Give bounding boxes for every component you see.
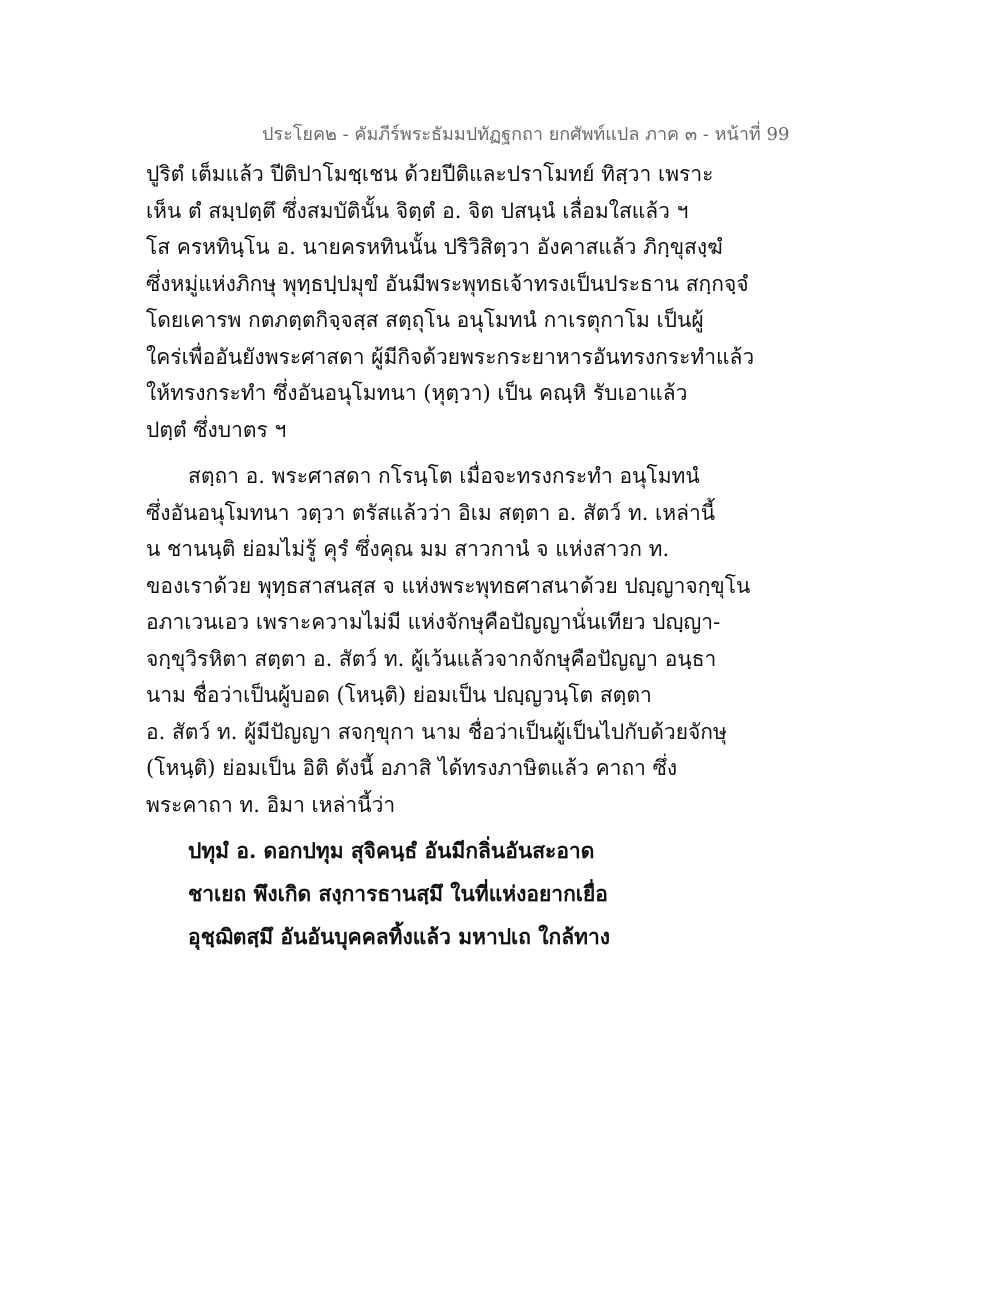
text-line: นาม ชื่อว่าเป็นผู้บอด (โหนฺติ) ย่อมเป็น ปญฺญวนฺโต สตฺตา [146,683,652,707]
text-line: ใคร่เพื่ออันยังพระศาสดา ผู้มีกิจด้วยพระกระยาหารอันทรงกระทำแล้ว [146,344,755,369]
verse-line: ปทุมํ อ. ดอกปทุม สุจิคนฺธํ อันมีกลิ่นอันสะอาด [188,838,595,863]
text-line: โส ครหทินฺโน อ. นายครหทินนั้น ปริวิสิตฺวา อังคาสแล้ว ภิกฺขุสงฺฆํ [146,235,723,259]
text-line: ปูริตํ เต็มแล้ว ปีติปาโมชฺเชน ด้วยปีติและปราโมทย์ ทิสฺวา เพราะ [146,162,714,186]
text-line: ให้ทรงกระทำ ซึ่งอันอนุโมทนา (หุตฺวา) เป็น คณฺหิ รับเอาแล้ว [146,381,688,405]
paragraph-2 [146,458,751,823]
text-line: ของเราด้วย พุทฺธสาสนสฺส จ แห่งพระพุทธศาสนาด้วย ปญฺญาจกฺขุโน [146,573,751,598]
text-line: ปตฺตํ ซึ่งบาตร ฯ [146,417,287,442]
text-line: สตฺถา อ. พระศาสดา กโรนฺโต เมื่อจะทรงกระทำ อนุโมทนํ [188,464,700,488]
text-line: โดยเคารพ กตภตฺตกิจฺจสฺส สตฺถุโน อนุโมทนํ กาเรตุกาโม เป็นผู้ [146,308,704,332]
text-line: (โหนฺติ) ย่อมเป็น อิติ ดังนี้ อภาสิ ได้ทรงภาษิตแล้ว คาถา ซึ่ง [146,756,678,780]
verse-line: อุชฺฌิตสฺมึ อันอันบุคคลทิ้งแล้ว มหาปเถ ใกล้ทาง [188,924,610,949]
text-line: พระคาถา ท. อิมา เหล่านี้ว่า [146,792,396,817]
verse-line: ชาเยถ พึงเกิด สงฺการธานสฺมึ ในที่แห่งอยากเยื่อ [188,881,608,906]
text-line: อ. สัตว์ ท. ผู้มีปัญญา สจกฺขุกา นาม ชื่อว่าเป็นผู้เป็นไปกับด้วยจักษุ [146,719,727,744]
text-line: อภาเวนเอว เพราะความไม่มี แห่งจักษุคือปัญญานั่นเทียว ปญฺญา- [146,610,721,634]
text-line: เห็น ตํ สมฺปตฺตึ ซึ่งสมบัตินั้น จิตฺตํ อ. จิต ปสนฺนํ เลื่อมใสแล้ว ฯ [146,198,689,223]
text-line: จกฺขุวิรหิตา สตฺตา อ. สัตว์ ท. ผู้เว้นแล้วจากจักษุคือปัญญา อนฺธา [146,646,717,671]
body-text [146,156,755,958]
text-line: น ชานนฺติ ย่อมไม่รู้ คุรํ ซึ่งคุณ มม สาวกานํ จ แห่งสาวก ท. [146,537,670,561]
paragraph-1 [146,156,755,448]
text-line: ซึ่งหมู่แห่งภิกษุ พุทฺธปฺปมุขํ อันมีพระพุทธเจ้าทรงเป็นประธาน สกฺกจฺจํ [146,271,749,296]
running-header: ประโยค๒ - คัมภีร์พระธัมมปทัฏฐกถา ยกศัพท์แปล ภาค ๓ - หน้าที่ 99 [262,124,790,145]
text-line: ซึ่งอันอนุโมทนา วตฺวา ตรัสแล้วว่า อิเม สตฺตา อ. สัตว์ ท. เหล่านี้ [146,500,716,525]
verse-block [146,829,746,958]
